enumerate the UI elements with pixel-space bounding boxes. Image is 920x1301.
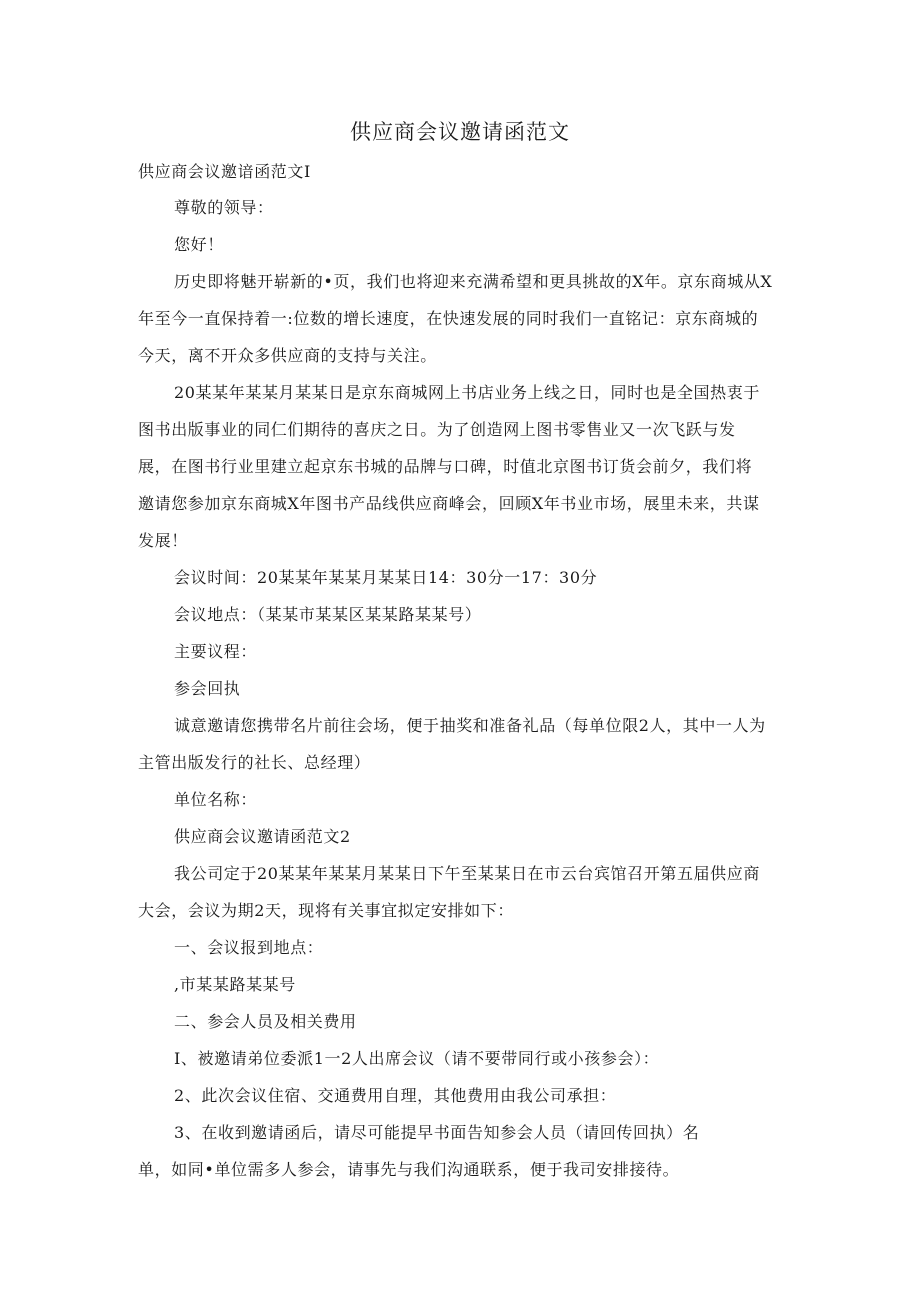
unit-name-label: 单位名称：	[174, 790, 258, 809]
section-heading-1: 供应商会议邀谙函范文I	[138, 162, 311, 181]
paragraph-line: 图书出版事业的同仁们期待的喜庆之日。为了创造网上图书零售业又一次飞跃与发	[138, 420, 736, 439]
paragraph-line: 大会，会议为期2天，现将有关事宜拟定安排如下：	[138, 901, 514, 920]
meeting-location: 会议地点：（某某市某某区某某路某某号）	[174, 605, 482, 624]
salutation: 尊敬的领导：	[174, 198, 274, 217]
section-heading-2: 供应商会议邀请函范文2	[174, 827, 351, 846]
paragraph-line: 我公司定于20某某年某某月某某日下午至某某日在市云台宾馆召开第五届供应商	[174, 864, 760, 883]
list-heading: 二、参会人员及相关费用	[174, 1012, 357, 1031]
list-item: I、被邀请弟位委派1一2人出席会议（请不要带同行或小孩参会）：	[174, 1049, 660, 1068]
paragraph-line: 今天，离不开众多供应商的支持与关注。	[138, 346, 437, 365]
paragraph-line: 20某某年某某月某某日是京东商城网上书店业务上线之日，同时也是全国热衷于	[174, 383, 760, 402]
greeting: 您好！	[174, 235, 224, 254]
document-title: 供应商会议邀请函范文	[350, 120, 570, 144]
paragraph-line: 邀请您参加京东商城X年图书产品线供应商峰会，回顾X年书业市场，展里未来，共谋	[138, 494, 760, 513]
address-line: ,市某某路某某号	[174, 975, 296, 994]
paragraph-line: 年至今一直保持着一:位数的增长速度，在快速发展的同时我们一直铭记：京东商城的	[138, 309, 759, 328]
list-item: 2、此次会议住宿、交通费用自理，其他费用由我公司承担：	[174, 1086, 617, 1105]
list-item: 3、在收到邀请函后，请尽可能提早书面告知参会人员（请回传回执）名	[174, 1123, 700, 1142]
list-heading: 一、会议报到地点：	[174, 938, 324, 957]
paragraph-line: 发展！	[138, 531, 188, 550]
paragraph-line: 历史即将魅开崭新的•页，我们也将迎来充满希望和更具挑故的X年。京东商城从X	[174, 272, 773, 291]
paragraph-line: 主管出版发行的社长、总经理）	[138, 753, 371, 772]
reply-label: 参会回执	[174, 679, 241, 698]
paragraph-line: 展，在图书行业里建立起京东书城的品牌与口碑，时值北京图书订货会前夕，我们将	[138, 457, 753, 476]
paragraph-line: 单，如同•单位需多人参会，请事先与我们沟通联系，便于我司安排接待。	[138, 1160, 680, 1179]
agenda-label: 主要议程：	[174, 642, 258, 661]
paragraph-line: 诚意邀请您携带名片前往会场，便于抽奖和准备礼品（每单位限2人，其中一人为	[174, 716, 766, 735]
meeting-time: 会议时间：20某某年某某月某某日14：30分一17：30分	[174, 568, 598, 587]
